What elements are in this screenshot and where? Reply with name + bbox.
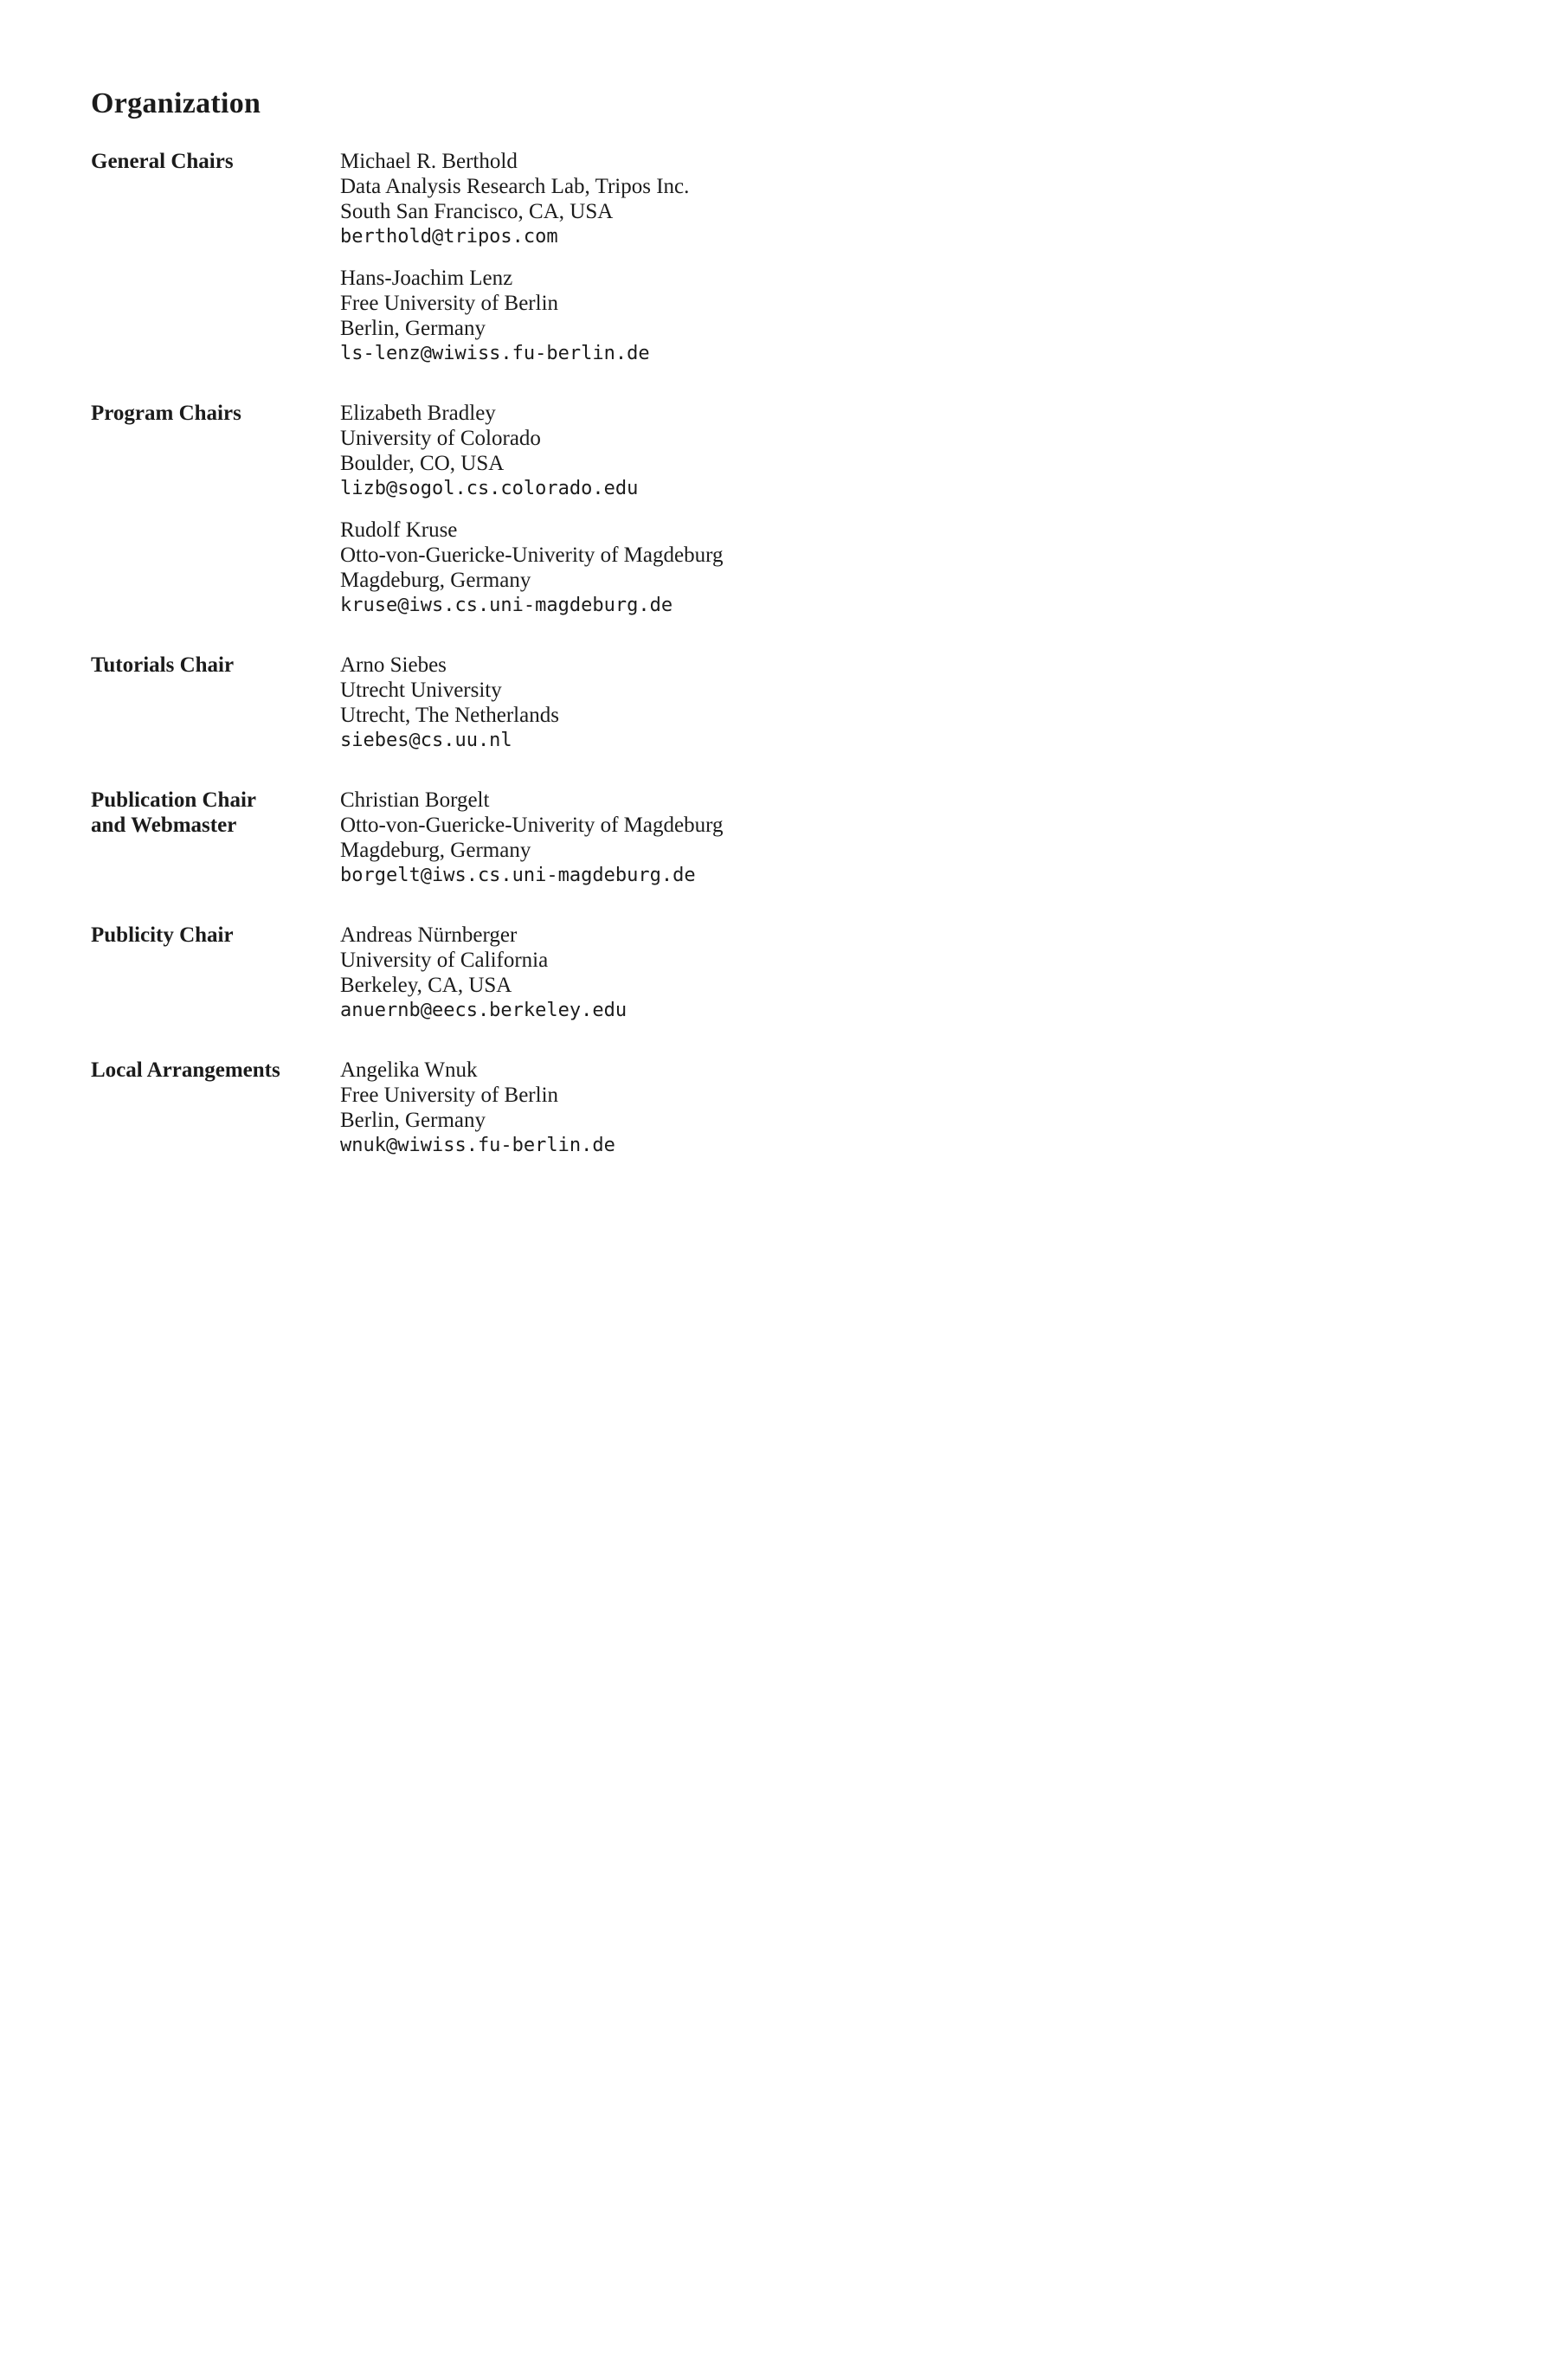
section-label-line: Publication Chair xyxy=(91,788,256,812)
person-email: siebes@cs.uu.nl xyxy=(340,730,512,751)
person-email: kruse@iws.cs.uni-magdeburg.de xyxy=(340,595,673,616)
section-label xyxy=(91,923,340,948)
section-label-line: Local Arrangements xyxy=(91,1058,280,1082)
person-location: Berlin, Germany xyxy=(340,1109,486,1132)
person-name: Michael R. Berthold xyxy=(340,150,518,173)
section-general-chairs xyxy=(91,149,1499,366)
section-content xyxy=(340,401,1499,618)
person-name: Christian Borgelt xyxy=(340,788,490,812)
person-name: Andreas Nürnberger xyxy=(340,923,518,947)
section-content xyxy=(340,1058,1499,1158)
section-program-chairs xyxy=(91,401,1499,618)
section-label-line: General Chairs xyxy=(91,150,234,173)
person-affiliation: Data Analysis Research Lab, Tripos Inc. xyxy=(340,175,690,198)
section-label-line: Publicity Chair xyxy=(91,923,234,947)
section-label-line: Program Chairs xyxy=(91,402,241,425)
person-block xyxy=(340,653,1499,753)
section-label xyxy=(91,788,340,838)
section-tutorials-chair xyxy=(91,653,1499,753)
person-name: Hans-Joachim Lenz xyxy=(340,267,513,290)
person-location: Magdeburg, Germany xyxy=(340,569,531,592)
page-title: Organization xyxy=(91,87,261,119)
person-affiliation: Free University of Berlin xyxy=(340,292,559,315)
section-label-line: Tutorials Chair xyxy=(91,653,235,677)
person-block xyxy=(340,923,1499,1023)
person-affiliation: Free University of Berlin xyxy=(340,1084,559,1107)
person-block xyxy=(340,266,1499,366)
person-affiliation: Otto-von-Guericke-Univerity of Magdeburg xyxy=(340,544,724,567)
person-email: borgelt@iws.cs.uni-magdeburg.de xyxy=(340,865,696,886)
person-affiliation: Otto-von-Guericke-Univerity of Magdeburg xyxy=(340,814,724,837)
person-location: Berkeley, CA, USA xyxy=(340,974,512,997)
person-email: lizb@sogol.cs.colorado.edu xyxy=(340,478,639,499)
person-block xyxy=(340,149,1499,249)
section-label xyxy=(91,401,340,426)
person-block xyxy=(340,401,1499,501)
person-name: Angelika Wnuk xyxy=(340,1058,478,1082)
person-block xyxy=(340,788,1499,888)
person-affiliation: University of Colorado xyxy=(340,427,541,450)
section-content xyxy=(340,653,1499,753)
person-email: anuernb@eecs.berkeley.edu xyxy=(340,1000,627,1021)
person-name: Rudolf Kruse xyxy=(340,518,458,542)
section-publication-chair xyxy=(91,788,1499,888)
person-block xyxy=(340,518,1499,618)
section-content xyxy=(340,923,1499,1023)
section-label xyxy=(91,149,340,174)
person-email: berthold@tripos.com xyxy=(340,226,558,248)
person-location: Magdeburg, Germany xyxy=(340,839,531,862)
person-name: Elizabeth Bradley xyxy=(340,402,496,425)
section-content xyxy=(340,788,1499,888)
section-label-line: and Webmaster xyxy=(91,814,237,837)
person-affiliation: University of California xyxy=(340,949,549,972)
person-location: South San Francisco, CA, USA xyxy=(340,200,614,223)
person-block xyxy=(340,1058,1499,1158)
person-location: Boulder, CO, USA xyxy=(340,452,505,475)
person-email: wnuk@wiwiss.fu-berlin.de xyxy=(340,1135,615,1156)
section-local-arrangements xyxy=(91,1058,1499,1158)
section-label xyxy=(91,653,340,678)
person-email: ls-lenz@wiwiss.fu-berlin.de xyxy=(340,343,650,364)
person-affiliation: Utrecht University xyxy=(340,679,502,702)
section-content xyxy=(340,149,1499,366)
person-name: Arno Siebes xyxy=(340,653,447,677)
section-label xyxy=(91,1058,340,1083)
person-location: Utrecht, The Netherlands xyxy=(340,704,559,727)
person-location: Berlin, Germany xyxy=(340,317,486,340)
section-publicity-chair xyxy=(91,923,1499,1023)
